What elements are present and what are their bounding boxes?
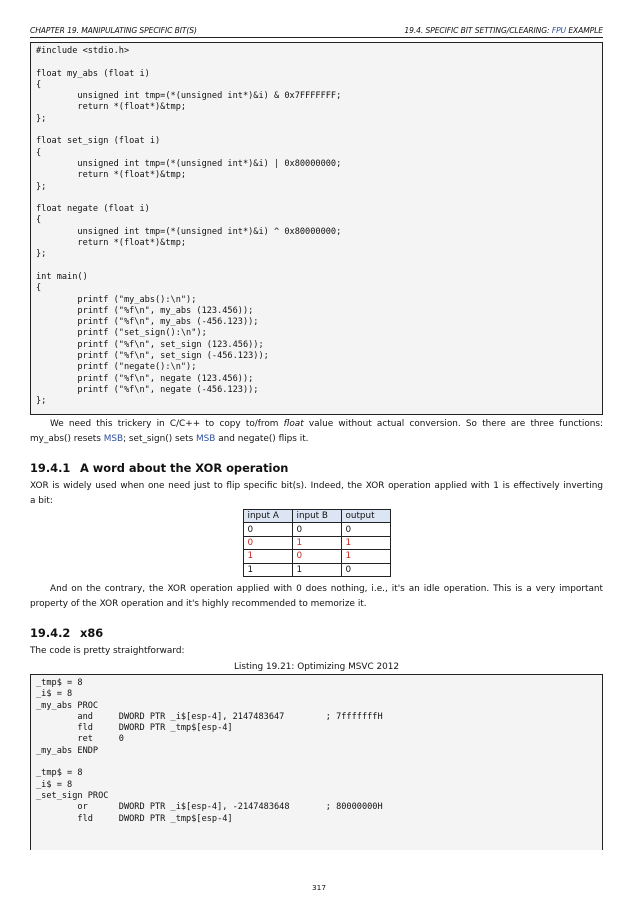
table-cell: 1: [292, 563, 341, 576]
paragraph-straightforward: The code is pretty straightforward:: [30, 645, 185, 656]
table-cell: 1: [341, 536, 390, 549]
msb-link[interactable]: MSB: [103, 434, 124, 444]
msb-link[interactable]: MSB: [196, 434, 216, 444]
page: [30, 26, 603, 850]
table-cell: 0: [243, 536, 292, 549]
listing-caption: Listing 19.21: Optimizing MSVC 2012: [233, 661, 400, 672]
table-cell: 0: [292, 523, 341, 536]
table-row: [243, 536, 390, 549]
page-number: 317: [311, 883, 327, 892]
chapter-title: CHAPTER 19. MANIPULATING SPECIFIC BIT(S): [30, 26, 197, 35]
asm-code-listing: _tmp$ = 8 _i$ = 8 _my_abs PROC and DWORD PTR _i$[esp-4], 2147483647 ; 7fffffffH fld DWORD PTR _tmp$[esp-4] ret 0 _my_abs ENDP _tmp$ = 8 _i$ = 8 _set_sign PROC or DWORD PTR _i$[esp-4], -2147483648 ; 80000000H fld DWORD PTR _tmp$[esp-4]: [30, 674, 603, 850]
table-cell: 1: [243, 563, 292, 576]
table-header-cell: input B: [292, 510, 341, 523]
running-header: [30, 26, 603, 38]
table-row: [243, 550, 390, 563]
table-cell: 1: [243, 550, 292, 563]
table-cell: 0: [243, 523, 292, 536]
table-header-cell: output: [341, 510, 390, 523]
paragraph-trickery: We need this trickery in C/C++ to copy to/from float value without actual conversion. So there are three functions: my_abs() resets MSB; set_sign() sets MSB and negate() flips it.: [30, 419, 603, 444]
table-cell: 1: [341, 550, 390, 563]
section-title: 19.4. SPECIFIC BIT SETTING/CLEARING: FPU EXAMPLE: [404, 26, 603, 35]
table-row: [243, 563, 390, 576]
table-cell: 0: [341, 523, 390, 536]
table-header-cell: input A: [243, 510, 292, 523]
c-code-listing: #include <stdio.h> float my_abs (float i) { unsigned int tmp=(*(unsigned int*)&i) & 0x7FFFFFFF; return *(float*)&tmp; }; float set_sign (float i) { unsigned int tmp=(*(unsigned int*)&i) | 0x80000000; return *(float*)&tmp; }; float negate (float i) { unsigned int tmp=(*(unsigned int*)&i) ^ 0x80000000; return *(float*)&tmp; }; int main() { printf ("my_abs():\n"); printf ("%f\n", my_abs (123.456)); printf ("%f\n", my_abs (-456.123)); printf ("set_sign():\n"); printf ("%f\n", set_sign (123.456)); printf ("%f\n", set_sign (-456.123)); printf ("negate():\n"); printf ("%f\n", negate (123.456)); printf ("%f\n", negate (-456.123)); };: [30, 42, 603, 415]
table-row: [243, 523, 390, 536]
xor-truth-table: [243, 509, 391, 577]
table-cell: 0: [341, 563, 390, 576]
fpu-link[interactable]: FPU: [551, 26, 567, 35]
paragraph-xor-idle: And on the contrary, the XOR operation applied with 0 does nothing, i.e., it's an idle operation. This is a very important property of the XOR operation and it's highly recommended to memorize it.: [30, 583, 603, 609]
table-cell: 0: [292, 550, 341, 563]
section-heading-x86: 19.4.2 x86: [30, 625, 104, 640]
section-heading-xor: 19.4.1 A word about the XOR operation: [30, 461, 289, 475]
table-header-row: [243, 510, 390, 523]
paragraph-xor-intro: XOR is widely used when one need just to flip specific bit(s). Indeed, the XOR operation applied with 1 is effectively inverting a bit:: [30, 481, 603, 506]
table-cell: 1: [292, 536, 341, 549]
